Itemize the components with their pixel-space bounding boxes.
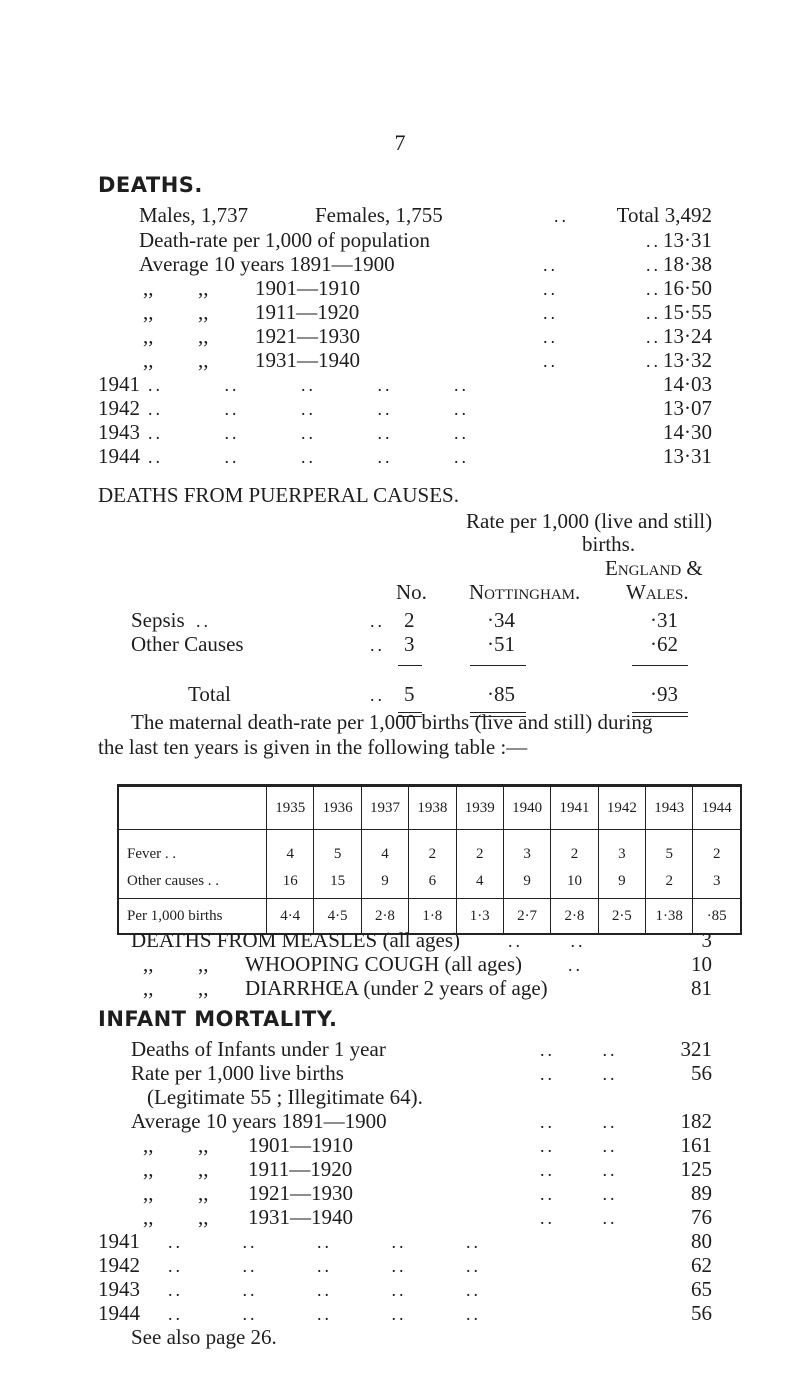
ditto-mark: ,, <box>198 952 209 976</box>
leader-dots: .. .. .. .. .. <box>148 423 469 443</box>
avg-1931-label: 1931—1940 <box>255 348 360 372</box>
leader-dots: .. <box>646 351 661 371</box>
year-1943-label: 1943 <box>98 420 140 444</box>
table-cell: 5 <box>646 830 693 865</box>
avg-1911-label: 1911—1920 <box>255 300 360 324</box>
ditto-mark: ,, <box>143 952 154 976</box>
infant-deaths-label: Deaths of Infants under 1 year <box>131 1037 386 1061</box>
row-label: Fever . . <box>118 830 267 865</box>
avg-1901-value: 16·50 <box>663 276 712 300</box>
col-wales-header: Wales. <box>626 580 689 604</box>
ditto-mark: ,, <box>198 276 209 300</box>
table-cell: 4 <box>267 830 314 865</box>
diarrhoea-value: 81 <box>691 976 712 1000</box>
diarrhoea-label: DIARRHŒA (under 2 years of age) <box>245 976 548 1000</box>
leader-dots: .. .. .. .. .. <box>168 1256 481 1276</box>
puerperal-heading: DEATHS FROM PUERPERAL CAUSES. <box>98 483 459 507</box>
leader-dots: .. <box>196 611 211 631</box>
deaths-heading: DEATHS. <box>98 173 203 197</box>
table-cell: 4·5 <box>314 899 361 935</box>
ditto-mark: ,, <box>198 300 209 324</box>
leader-dots: .. <box>646 303 661 323</box>
infant-avg-1931-label: 1931—1940 <box>248 1205 353 1229</box>
table-cell: 6 <box>409 864 456 899</box>
table-cell: 3 <box>598 830 645 865</box>
leader-dots: .. .. .. .. .. <box>168 1232 481 1252</box>
infant-avg-1911-value: 125 <box>680 1157 712 1181</box>
deaths-males: Males, 1,737 <box>139 203 249 227</box>
sepsis-nottingham: ·34 <box>487 608 515 632</box>
maternal-table-wrap <box>117 784 742 924</box>
ditto-mark: ,, <box>198 1157 209 1181</box>
table-header-row <box>118 786 741 830</box>
table-cell: 2 <box>456 830 503 865</box>
infant-avg-1911-label: 1911—1920 <box>248 1157 353 1181</box>
infant-avg-1891-label: Average 10 years 1891—1900 <box>131 1109 387 1133</box>
infant-1942-label: 1942 <box>98 1253 140 1277</box>
infant-avg-1931-value: 76 <box>691 1205 712 1229</box>
ditto-mark: ,, <box>143 976 154 1000</box>
table-cell: 4·4 <box>267 899 314 935</box>
leader-dots: .. <box>568 955 583 975</box>
row-label: Other causes . . <box>118 864 267 899</box>
year-1943-value: 14·30 <box>663 420 712 444</box>
leader-dots: .. <box>646 255 661 275</box>
year-header: 1944 <box>693 786 741 830</box>
leader-dots: .. <box>646 231 661 251</box>
leader-dots: .. .. .. .. .. <box>148 375 469 395</box>
table-cell: 1·38 <box>646 899 693 935</box>
col-england-header: England & <box>605 556 703 580</box>
table-cell: 2·7 <box>503 899 550 935</box>
infant-1944-value: 56 <box>691 1301 712 1325</box>
table-cell: 15 <box>314 864 361 899</box>
year-header: 1937 <box>361 786 408 830</box>
deaths-females: Females, 1,755 <box>315 203 443 227</box>
infant-heading: INFANT MORTALITY. <box>98 1007 338 1031</box>
infant-avg-1901-value: 161 <box>680 1133 712 1157</box>
other-causes-england: ·62 <box>650 632 678 656</box>
table-cell: 16 <box>267 864 314 899</box>
measles-label: DEATHS FROM MEASLES (all ages) <box>131 928 460 952</box>
infant-avg-1921-value: 89 <box>691 1181 712 1205</box>
infant-avg-1901-label: 1901—1910 <box>248 1133 353 1157</box>
table-cell: 9 <box>361 864 408 899</box>
leader-dots: .. .. <box>540 1040 618 1060</box>
table-cell: 2·5 <box>598 899 645 935</box>
leader-dots: .. .. <box>540 1184 618 1204</box>
table-cell: 3 <box>503 830 550 865</box>
year-header: 1939 <box>456 786 503 830</box>
leader-dots: .. .. .. .. .. <box>148 399 469 419</box>
infant-1943-value: 65 <box>691 1277 712 1301</box>
leader-dots: .. .. <box>540 1112 618 1132</box>
death-rate-label: Death-rate per 1,000 of population <box>139 228 430 252</box>
maternal-text-line2: the last ten years is given in the following table :— <box>98 735 528 759</box>
other-causes-nottingham: ·51 <box>487 632 515 656</box>
see-also-note: See also page 26. <box>131 1325 277 1349</box>
avg-1891-label: Average 10 years 1891—1900 <box>139 252 395 276</box>
whooping-cough-value: 10 <box>691 952 712 976</box>
table-cell: 4 <box>456 864 503 899</box>
table-cell: 2 <box>551 830 598 865</box>
maternal-death-rate-table <box>117 784 742 935</box>
ditto-mark: ,, <box>143 1157 154 1181</box>
year-1944-label: 1944 <box>98 444 140 468</box>
table-cell: 2 <box>646 864 693 899</box>
year-header: 1943 <box>646 786 693 830</box>
table-row <box>118 830 741 865</box>
sepsis-no: 2 <box>404 608 415 632</box>
year-header: 1938 <box>409 786 456 830</box>
rate-header-line2: births. <box>582 532 636 556</box>
sum-rule <box>470 665 526 666</box>
puerperal-total-no: 5 <box>404 682 415 706</box>
measles-value: 3 <box>701 928 712 952</box>
year-1941-value: 14·03 <box>663 372 712 396</box>
infant-avg-1891-value: 182 <box>680 1109 712 1133</box>
leader-dots: .. <box>554 206 569 226</box>
leader-dots: .. <box>543 303 558 323</box>
year-1942-value: 13·07 <box>663 396 712 420</box>
avg-1921-label: 1921—1930 <box>255 324 360 348</box>
infant-1944-label: 1944 <box>98 1301 140 1325</box>
table-cell: 2·8 <box>361 899 408 935</box>
leader-dots: .. .. <box>540 1136 618 1156</box>
infant-deaths-value: 321 <box>680 1037 712 1061</box>
table-cell: 9 <box>503 864 550 899</box>
infant-1942-value: 62 <box>691 1253 712 1277</box>
maternal-text-line1: The maternal death-rate per 1,000 births (live and still) during <box>131 710 653 734</box>
ditto-mark: ,, <box>198 1205 209 1229</box>
leader-dots: .. .. .. .. .. <box>168 1280 481 1300</box>
year-header: 1942 <box>598 786 645 830</box>
year-1941-label: 1941 <box>98 372 140 396</box>
ditto-mark: ,, <box>198 976 209 1000</box>
ditto-mark: ,, <box>198 1133 209 1157</box>
avg-1901-label: 1901—1910 <box>255 276 360 300</box>
ditto-mark: ,, <box>198 348 209 372</box>
sepsis-england: ·31 <box>650 608 678 632</box>
leader-dots: .. <box>543 351 558 371</box>
deaths-total: Total 3,492 <box>616 203 712 227</box>
infant-rate-value: 56 <box>691 1061 712 1085</box>
infant-1941-value: 80 <box>691 1229 712 1253</box>
table-cell: 1·3 <box>456 899 503 935</box>
leader-dots: .. .. <box>508 931 586 951</box>
ditto-mark: ,, <box>143 1181 154 1205</box>
table-corner-cell <box>118 786 267 830</box>
legitimate-note: (Legitimate 55 ; Illegitimate 64). <box>147 1085 423 1109</box>
table-cell: 10 <box>551 864 598 899</box>
rate-header-line1: Rate per 1,000 (live and still) <box>466 509 713 533</box>
table-cell: 5 <box>314 830 361 865</box>
col-nottingham-header: Nottingham. <box>469 580 581 604</box>
infant-rate-label: Rate per 1,000 live births <box>131 1061 344 1085</box>
infant-1943-label: 1943 <box>98 1277 140 1301</box>
avg-1931-value: 13·32 <box>663 348 712 372</box>
puerperal-total-england: ·93 <box>650 682 678 706</box>
ditto-mark: ,, <box>198 1181 209 1205</box>
col-no-header: No. <box>396 580 427 604</box>
table-cell: 2 <box>409 830 456 865</box>
ditto-mark: ,, <box>143 1205 154 1229</box>
sum-rule <box>632 665 688 666</box>
ditto-mark: ,, <box>143 276 154 300</box>
leader-dots: .. <box>370 635 385 655</box>
leader-dots: .. <box>543 255 558 275</box>
avg-1891-value: 18·38 <box>663 252 712 276</box>
year-header: 1941 <box>551 786 598 830</box>
infant-avg-1921-label: 1921—1930 <box>248 1181 353 1205</box>
ditto-mark: ,, <box>143 348 154 372</box>
year-header: 1936 <box>314 786 361 830</box>
table-cell: 3 <box>693 864 741 899</box>
puerperal-total-nottingham: ·85 <box>487 682 515 706</box>
ditto-mark: ,, <box>143 1133 154 1157</box>
ditto-mark: ,, <box>198 324 209 348</box>
table-cell: 4 <box>361 830 408 865</box>
leader-dots: .. .. .. .. .. <box>148 447 469 467</box>
whooping-cough-label: WHOOPING COUGH (all ages) <box>245 952 523 976</box>
leader-dots: .. <box>646 327 661 347</box>
table-cell: 2 <box>693 830 741 865</box>
table-row <box>118 864 741 899</box>
leader-dots: .. .. <box>540 1160 618 1180</box>
infant-1941-label: 1941 <box>98 1229 140 1253</box>
table-cell: 1·8 <box>409 899 456 935</box>
death-rate-value: 13·31 <box>663 228 712 252</box>
sum-rule <box>398 665 422 666</box>
puerperal-total-label: Total <box>188 682 231 706</box>
leader-dots: .. <box>543 327 558 347</box>
leader-dots: .. <box>370 611 385 631</box>
leader-dots: .. <box>646 279 661 299</box>
leader-dots: .. <box>543 279 558 299</box>
year-header: 1940 <box>503 786 550 830</box>
other-causes-no: 3 <box>404 632 415 656</box>
year-1944-value: 13·31 <box>663 444 712 468</box>
year-header: 1935 <box>267 786 314 830</box>
year-1942-label: 1942 <box>98 396 140 420</box>
avg-1911-value: 15·55 <box>663 300 712 324</box>
table-cell: ·85 <box>693 899 741 935</box>
avg-1921-value: 13·24 <box>663 324 712 348</box>
leader-dots: .. .. <box>540 1208 618 1228</box>
ditto-mark: ,, <box>143 324 154 348</box>
other-causes-label: Other Causes <box>131 632 244 656</box>
sepsis-label: Sepsis <box>131 608 185 632</box>
leader-dots: .. .. .. .. .. <box>168 1304 481 1324</box>
leader-dots: .. <box>370 685 385 705</box>
ditto-mark: ,, <box>143 300 154 324</box>
row-label: Per 1,000 births <box>118 899 267 935</box>
leader-dots: .. .. <box>540 1064 618 1084</box>
table-cell: 9 <box>598 864 645 899</box>
page-number: 7 <box>394 130 406 155</box>
table-cell: 2·8 <box>551 899 598 935</box>
